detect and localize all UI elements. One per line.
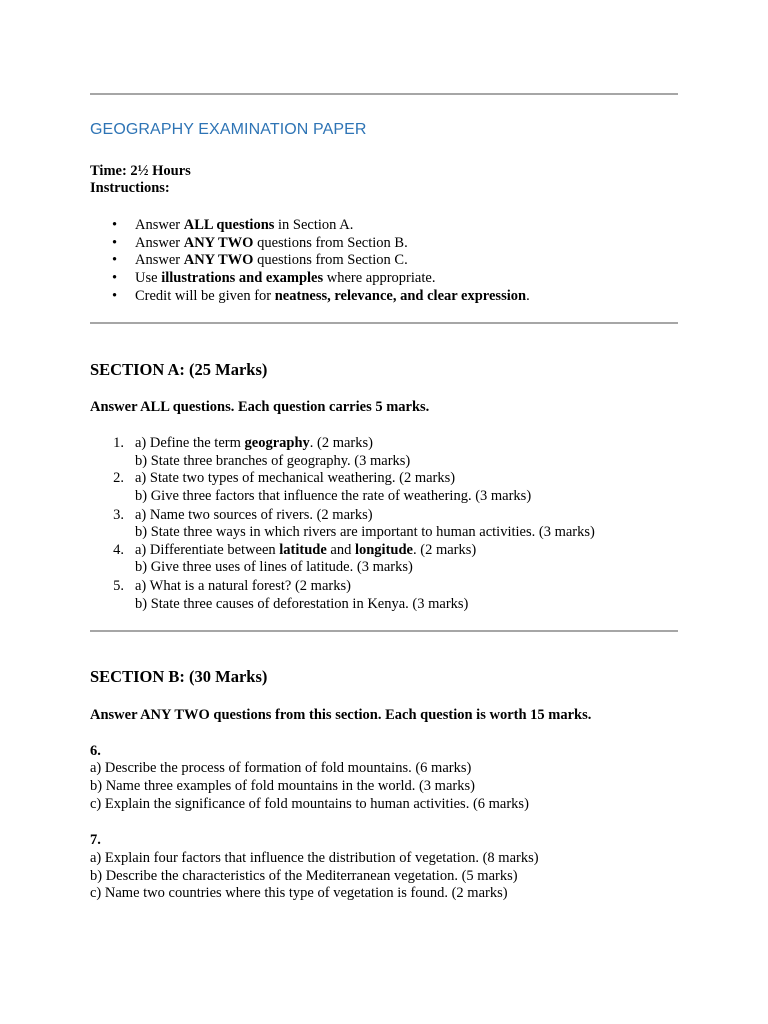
- divider: [90, 630, 678, 632]
- bullet-icon: •: [112, 235, 118, 251]
- question-6-number: 6.: [90, 743, 101, 759]
- bullet-icon: •: [112, 217, 118, 233]
- question-6b: b) Name three examples of fold mountains in the world. (3 marks): [90, 778, 475, 794]
- section-b-instruction: Answer ANY TWO questions from this section. Each question is worth 15 marks.: [90, 707, 592, 723]
- section-b-heading: SECTION B: (30 Marks): [90, 667, 268, 686]
- question-7b: b) Describe the characteristics of the Mediterranean vegetation. (5 marks): [90, 868, 518, 884]
- question-7a: a) Explain four factors that influence the distribution of vegetation. (8 marks): [90, 850, 539, 866]
- bullet-icon: •: [112, 252, 118, 268]
- question-7c: c) Name two countries where this type of vegetation is found. (2 marks): [90, 885, 508, 901]
- question-6c: c) Explain the significance of fold mountains to human activities. (6 marks): [90, 796, 529, 812]
- divider: [90, 93, 678, 95]
- question-6a: a) Describe the process of formation of fold mountains. (6 marks): [90, 760, 472, 776]
- bullet-icon: •: [112, 288, 118, 304]
- section-a-heading: SECTION A: (25 Marks): [90, 360, 268, 379]
- question-7-number: 7.: [90, 832, 101, 848]
- time-label: Time: 2½ Hours: [90, 163, 191, 179]
- bullet-icon: •: [112, 270, 118, 286]
- page-title: GEOGRAPHY EXAMINATION PAPER: [90, 121, 367, 138]
- instructions-label: Instructions:: [90, 180, 170, 196]
- divider: [90, 322, 678, 324]
- section-a-instruction: Answer ALL questions. Each question carries 5 marks.: [90, 399, 430, 415]
